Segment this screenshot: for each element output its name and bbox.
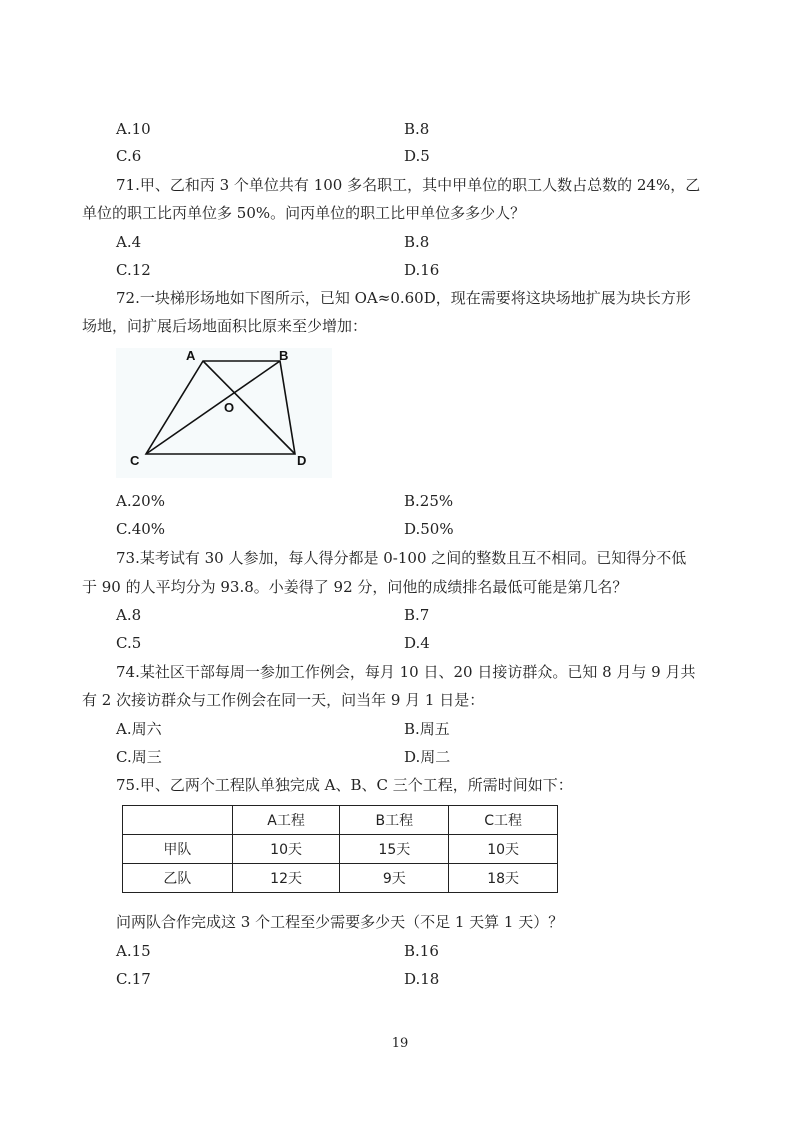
trapezoid-figure (116, 348, 332, 478)
page-number: 19 (391, 1036, 409, 1051)
table-cell: 18天 (449, 864, 558, 893)
q71-option-b: B.8 (404, 233, 430, 251)
q75-option-b: B.16 (404, 942, 439, 960)
table-header-cell: B工程 (340, 806, 449, 835)
table-row (123, 835, 558, 864)
q75-option-a: A.15 (116, 942, 151, 960)
table-header-cell: C工程 (449, 806, 558, 835)
q72-option-a: A.20% (116, 492, 165, 510)
q73-option-b: B.7 (404, 606, 430, 624)
q72-option-d: D.50% (404, 520, 454, 538)
table-cell: 乙队 (123, 864, 233, 893)
q75-line1: 75.甲、乙两个工程队单独完成 A、B、C 三个工程，所需时间如下： (116, 776, 573, 794)
q71-option-c: C.12 (116, 261, 151, 279)
q71-option-d: D.16 (404, 261, 440, 279)
q72-line1: 72.一块梯形场地如下图所示，已知 OA≈0.60D，现在需要将这块场地扩展为块长方形 (116, 289, 691, 307)
q73-line1: 73.某考试有 30 人参加，每人得分都是 0-100 之间的整数且互不相同。已知得分不低 (116, 549, 687, 567)
q73-option-c: C.5 (116, 634, 142, 652)
option-c: C.6 (116, 147, 142, 165)
q74-option-d: D.周二 (404, 748, 451, 766)
work-time-table (122, 805, 558, 893)
label-o: O (224, 400, 235, 415)
table-row (123, 864, 558, 893)
table-header-cell: A工程 (232, 806, 340, 835)
label-b: B (279, 348, 289, 363)
option-a: A.10 (116, 120, 151, 138)
table-cell: 9天 (340, 864, 449, 893)
q75-option-c: C.17 (116, 970, 151, 988)
q72-line2: 场地，问扩展后场地面积比原来至少增加： (82, 317, 368, 335)
q71-line1: 71.甲、乙和丙 3 个单位共有 100 多名职工，其中甲单位的职工人数占总数的 24%，乙 (116, 176, 701, 194)
q73-option-a: A.8 (116, 606, 142, 624)
q74-option-b: B.周五 (404, 720, 450, 738)
table-cell: 10天 (232, 835, 340, 864)
q74-line1: 74.某社区干部每周一参加工作例会，每月 10 日、20 日接访群众。已知 8 月与 9 月共 (116, 663, 696, 681)
table-cell: 15天 (340, 835, 449, 864)
q75-line2: 问两队合作完成这 3 个工程至少需要多少天（不足 1 天算 1 天）？ (116, 913, 564, 931)
table-header-row (123, 806, 558, 835)
q73-option-d: D.4 (404, 634, 430, 652)
table-cell: 10天 (449, 835, 558, 864)
option-d: D.5 (404, 147, 430, 165)
q74-line2: 有 2 次接访群众与工作例会在同一天，问当年 9 月 1 日是： (82, 691, 485, 709)
q73-line2: 于 90 的人平均分为 93.8。小姜得了 92 分，问他的成绩排名最低可能是第几名？ (82, 578, 628, 596)
q72-option-b: B.25% (404, 492, 454, 510)
label-d: D (297, 453, 307, 468)
table-header-cell (123, 806, 233, 835)
label-c: C (130, 453, 140, 468)
q71-line2: 单位的职工比丙单位多 50%。问丙单位的职工比甲单位多多少人？ (82, 204, 526, 222)
table-cell: 12天 (232, 864, 340, 893)
q71-option-a: A.4 (116, 233, 142, 251)
q74-option-c: C.周三 (116, 748, 162, 766)
label-a: A (186, 348, 196, 363)
option-b: B.8 (404, 120, 430, 138)
q72-option-c: C.40% (116, 520, 166, 538)
q75-option-d: D.18 (404, 970, 440, 988)
table-cell: 甲队 (123, 835, 233, 864)
q74-option-a: A.周六 (116, 720, 162, 738)
